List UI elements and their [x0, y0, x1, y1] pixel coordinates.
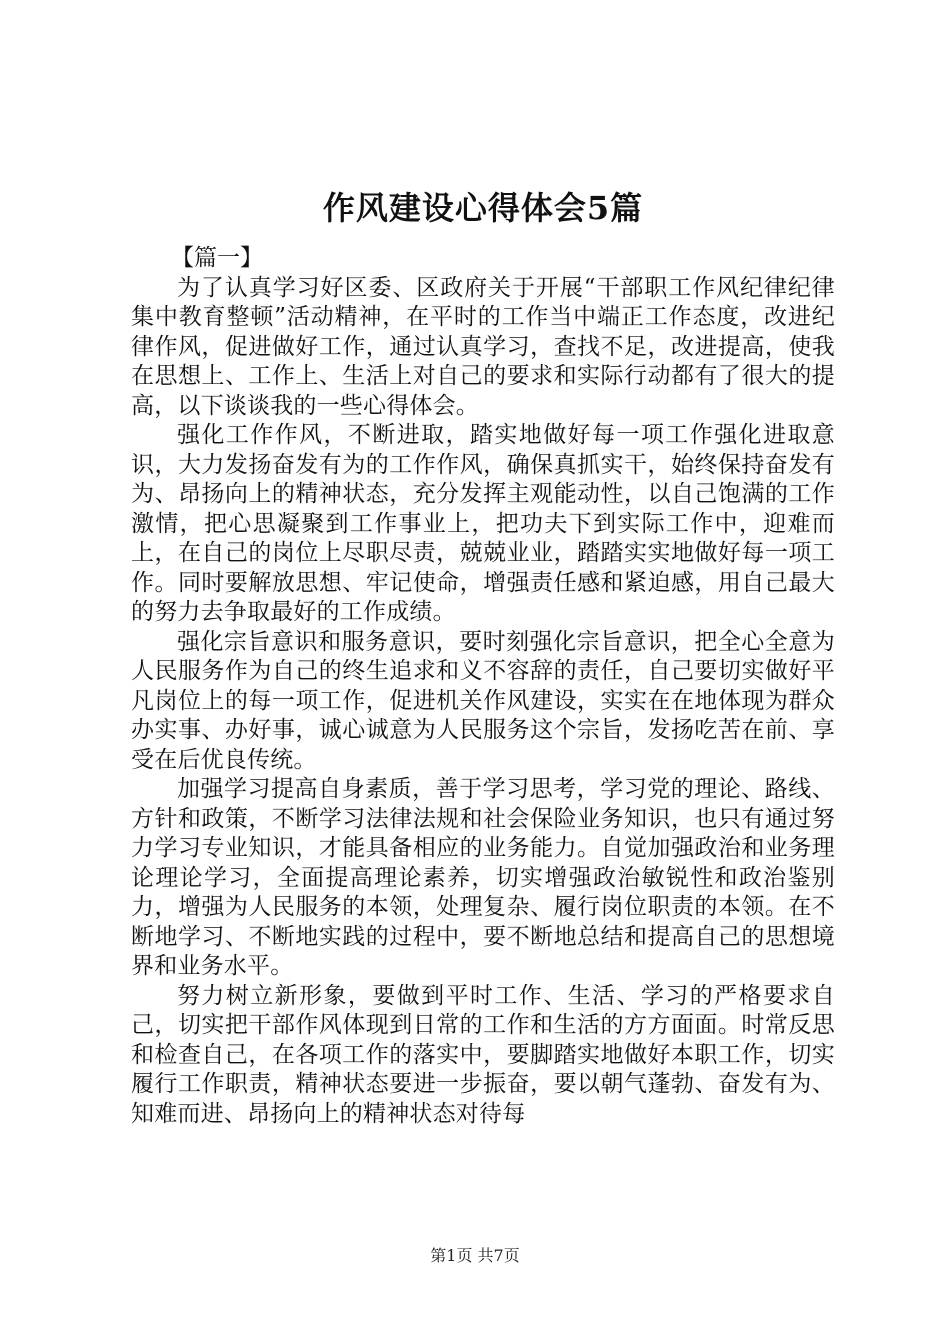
page-number-footer: 第1页 共7页	[430, 1246, 520, 1265]
document-body	[131, 182, 835, 1129]
document-title: 作风建设心得体会5篇	[322, 189, 644, 227]
paragraph-1: 为了认真学习好区委、区政府关于开展“干部职工作风纪律纪律集中教育整顿”活动精神，在平时的工作当中端正工作态度，改进纪律作风，促进做好工作，通过认真学习，查找不足，改进提高，使我在思想上、工作上、生活上对自己的要求和实际行动都有了很大的提高，以下谈谈我的一些心得体会。	[131, 274, 835, 419]
paragraph-5: 努力树立新形象，要做到平时工作、生活、学习的严格要求自己，切实把干部作风体现到日常的工作和生活的方方面面。时常反思和检查自己，在各项工作的落实中，要脚踏实地做好本职工作，切实履行工作职责，精神状态要进一步振奋，要以朝气蓬勃、奋发有为、知难而进、昂扬向上的精神状态对待每	[131, 982, 835, 1127]
section-heading: 【篇一】	[171, 245, 263, 271]
paragraph-3: 强化宗旨意识和服务意识，要时刻强化宗旨意识，把全心全意为人民服务作为自己的终生追求和义不容辞的责任，自己要切实做好平凡岗位上的每一项工作，促进机关作风建设，实实在在地体现为群众办实事、办好事，诚心诚意为人民服务这个宗旨，发扬吃苦在前、享受在后优良传统。	[131, 628, 835, 773]
paragraph-4: 加强学习提高自身素质，善于学习思考，学习党的理论、路线、方针和政策，不断学习法律法规和社会保险业务知识，也只有通过努力学习专业知识，才能具备相应的业务能力。自觉加强政治和业务理论理论学习，全面提高理论素养，切实增强政治敏锐性和政治鉴别力，增强为人民服务的本领，处理复杂、履行岗位职责的本领。在不断地学习、不断地实践的过程中，要不断地总结和提高自己的思想境界和业务水平。	[131, 776, 835, 979]
paragraph-2: 强化工作作风，不断进取，踏实地做好每一项工作强化进取意识，大力发扬奋发有为的工作作风，确保真抓实干，始终保持奋发有为、昂扬向上的精神状态，充分发挥主观能动性，以自己饱满的工作激情，把心思凝聚到工作事业上，把功夫下到实际工作中，迎难而上，在自己的岗位上尽职尽责，兢兢业业，踏踏实实地做好每一项工作。同时要解放思想、牢记使命，增强责任感和紧迫感，用自己最大的努力去争取最好的工作成绩。	[131, 422, 835, 625]
